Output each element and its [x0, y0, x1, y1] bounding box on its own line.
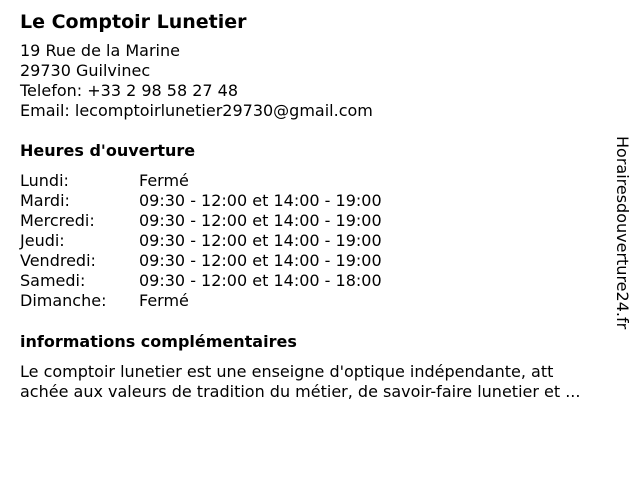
hours-row-mardi — [20, 191, 620, 211]
business-card — [20, 10, 620, 402]
day-hours: 09:30 - 12:00 et 14:00 - 19:00 — [139, 191, 382, 210]
day-hours: 09:30 - 12:00 et 14:00 - 19:00 — [139, 251, 382, 270]
hours-row-jeudi — [20, 231, 620, 251]
opening-hours-table — [20, 171, 620, 311]
additional-info-line: Le comptoir lunetier est une enseigne d'optique indépendante, att — [20, 362, 554, 381]
opening-hours-title: Heures d'ouverture — [20, 141, 196, 160]
additional-info-text — [20, 362, 620, 402]
site-watermark: Horairesdouverture24.fr — [613, 136, 632, 330]
day-hours: 09:30 - 12:00 et 14:00 - 19:00 — [139, 211, 382, 230]
day-hours: 09:30 - 12:00 et 14:00 - 19:00 — [139, 231, 382, 250]
hours-row-dimanche — [20, 291, 620, 311]
additional-info-title: informations complémentaires — [20, 332, 297, 351]
contact-block — [20, 41, 620, 121]
phone-number: Telefon: +33 2 98 58 27 48 — [20, 81, 239, 100]
business-name: Le Comptoir Lunetier — [20, 11, 247, 33]
hours-row-vendredi — [20, 251, 620, 271]
hours-row-samedi — [20, 271, 620, 291]
day-hours: 09:30 - 12:00 et 14:00 - 18:00 — [139, 271, 382, 290]
day-label: Mardi: — [20, 191, 70, 210]
day-label: Dimanche: — [20, 291, 107, 310]
additional-info-line: achée aux valeurs de tradition du métier, de savoir-faire lunetier et ... — [20, 382, 581, 401]
hours-row-lundi — [20, 171, 620, 191]
day-label: Samedi: — [20, 271, 86, 290]
day-hours: Fermé — [139, 291, 189, 310]
day-hours: Fermé — [139, 171, 189, 190]
day-label: Lundi: — [20, 171, 69, 190]
day-label: Vendredi: — [20, 251, 96, 270]
email-address: Email: lecomptoirlunetier29730@gmail.com — [20, 101, 373, 120]
day-label: Jeudi: — [20, 231, 65, 250]
address-street: 19 Rue de la Marine — [20, 41, 180, 60]
hours-row-mercredi — [20, 211, 620, 231]
address-city: 29730 Guilvinec — [20, 61, 151, 80]
day-label: Mercredi: — [20, 211, 95, 230]
